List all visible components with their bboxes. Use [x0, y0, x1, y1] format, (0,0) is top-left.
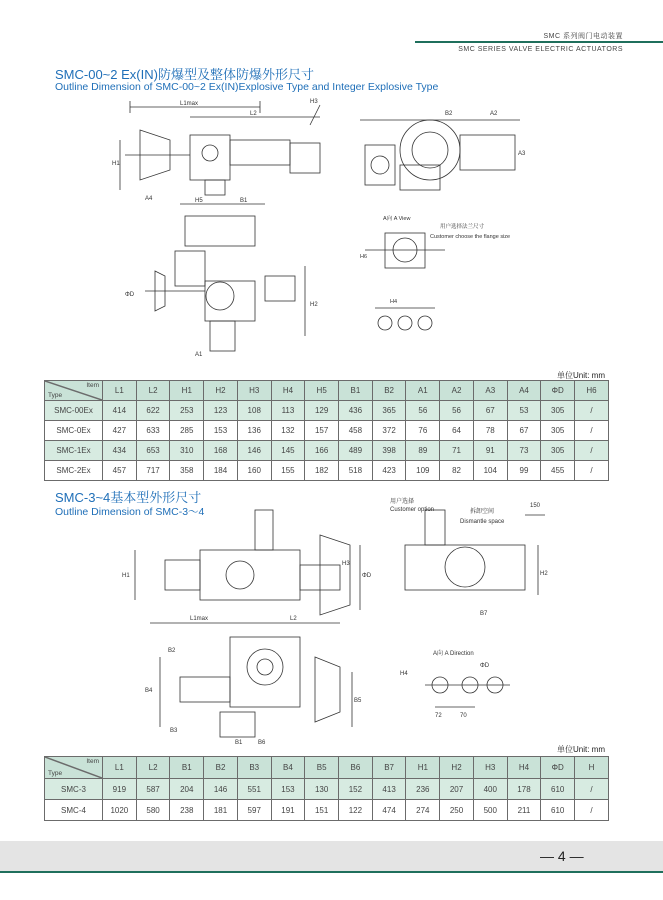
- label-a-direction: A向 A Direction: [433, 651, 474, 657]
- table2-col-header: H4: [507, 757, 541, 779]
- table-row: [45, 441, 609, 461]
- table1-cell: 305: [541, 421, 575, 441]
- page-number: — 4 —: [540, 848, 584, 864]
- table1-col-header: A3: [473, 381, 507, 401]
- table-smc34-dimensions: [44, 756, 609, 821]
- section1-title-cn: SMC-00~2 Ex(IN)防爆型及整体防爆外形尺寸: [55, 67, 314, 82]
- label-h4: H4: [390, 299, 398, 305]
- table1-cell: 457: [103, 461, 137, 481]
- table2-col-header: L1: [103, 757, 137, 779]
- table1-col-header: L2: [136, 381, 170, 401]
- table1-cell: 398: [372, 441, 406, 461]
- table2-col-header: B1: [170, 757, 204, 779]
- label-phid: ΦD: [125, 292, 135, 298]
- table1-col-header: H5: [305, 381, 339, 401]
- table1-corner-type: Type: [48, 392, 63, 399]
- section1-title-en: Outline Dimension of SMC-00~2 Ex(IN)Explosive Type and Integer Explosive Type: [55, 81, 439, 93]
- drawing-ex-top-view: [115, 196, 325, 366]
- drawing-smc34-top-view: [140, 632, 370, 747]
- table2-cell: 580: [136, 800, 170, 821]
- table1-corner-item: Item: [86, 382, 99, 389]
- table1-cell: 136: [237, 421, 271, 441]
- table1-cell: 414: [103, 401, 137, 421]
- label-h2: H2: [540, 571, 548, 577]
- label-l1max: L1max: [180, 101, 199, 107]
- table1-cell: 455: [541, 461, 575, 481]
- table1-cell: 166: [305, 441, 339, 461]
- table2-cell: 207: [440, 779, 474, 800]
- table1-cell: 89: [406, 441, 440, 461]
- label-b7: B7: [480, 611, 488, 617]
- table1-cell: 436: [339, 401, 373, 421]
- table1-cell: 182: [305, 461, 339, 481]
- table1-cell: 123: [204, 401, 238, 421]
- table1-cell: 358: [170, 461, 204, 481]
- table1-cell: 78: [473, 421, 507, 441]
- label-b2: B2: [168, 648, 176, 654]
- table2-col-header: ΦD: [541, 757, 575, 779]
- table1-cell: 653: [136, 441, 170, 461]
- label-a4: A4: [145, 196, 153, 202]
- label-b4: B4: [145, 688, 153, 694]
- table1-cell: 305: [541, 401, 575, 421]
- table2-cell: 587: [136, 779, 170, 800]
- table1-cell: 132: [271, 421, 305, 441]
- table1-col-header: A1: [406, 381, 440, 401]
- table2-col-header: H3: [473, 757, 507, 779]
- table1-cell: 56: [406, 401, 440, 421]
- table1-cell: 253: [170, 401, 204, 421]
- label-dismantle: 拆卸空间: [470, 509, 495, 515]
- table2-cell: 152: [339, 779, 373, 800]
- table1-cell: 160: [237, 461, 271, 481]
- label-h5: H5: [195, 198, 203, 204]
- label-h3: H3: [310, 99, 318, 105]
- table2-model: SMC-3: [45, 779, 103, 800]
- table2-model: SMC-4: [45, 800, 103, 821]
- table1-cell: 622: [136, 401, 170, 421]
- label-l2: L2: [290, 616, 297, 622]
- table2-cell: 238: [170, 800, 204, 821]
- header-series-cn: SMC 系列阀门电动装置: [543, 33, 623, 40]
- table1-col-header: B2: [372, 381, 406, 401]
- table2-cell: 274: [406, 800, 440, 821]
- table2-col-header: B2: [204, 757, 238, 779]
- label-l1max: L1max: [190, 616, 209, 622]
- table1-model: SMC-00Ex: [45, 401, 103, 421]
- label-b2: B2: [445, 111, 453, 117]
- table1-cell: 99: [507, 461, 541, 481]
- table1-cell: 146: [237, 441, 271, 461]
- section2-unit: 单位Unit: mm: [557, 745, 605, 754]
- table1-cell: /: [575, 461, 609, 481]
- table2-cell: 151: [305, 800, 339, 821]
- label-dismantle-en: Dismantle space: [460, 519, 505, 525]
- table2-cell: 153: [271, 779, 305, 800]
- drawing-smc34-side-view: [390, 495, 555, 625]
- table2-cell: 500: [473, 800, 507, 821]
- table2-col-header: B5: [305, 757, 339, 779]
- table2-cell: 400: [473, 779, 507, 800]
- table1-cell: 427: [103, 421, 137, 441]
- table2-cell: 236: [406, 779, 440, 800]
- table1-cell: 71: [440, 441, 474, 461]
- table2-corner: [45, 757, 103, 779]
- table1-cell: 434: [103, 441, 137, 461]
- table1-cell: 372: [372, 421, 406, 441]
- table1-model: SMC-0Ex: [45, 421, 103, 441]
- table1-cell: 109: [406, 461, 440, 481]
- table2-col-header: L2: [136, 757, 170, 779]
- table1-cell: 310: [170, 441, 204, 461]
- drawing-smc34-a-direction: [395, 645, 525, 725]
- table1-cell: 145: [271, 441, 305, 461]
- table1-cell: 423: [372, 461, 406, 481]
- drawing-ex-side-view: [350, 100, 550, 200]
- label-h6: H6: [360, 254, 368, 260]
- table1-cell: 153: [204, 421, 238, 441]
- label-70: 70: [460, 713, 467, 719]
- table1-col-header: H4: [271, 381, 305, 401]
- table1-cell: 67: [473, 401, 507, 421]
- label-a3: A3: [518, 151, 526, 157]
- table2-col-header: B3: [237, 757, 271, 779]
- table1-col-header: H3: [237, 381, 271, 401]
- table1-model: SMC-2Ex: [45, 461, 103, 481]
- label-b6: B6: [258, 740, 266, 746]
- table1-cell: 518: [339, 461, 373, 481]
- section2-title-cn: SMC-3~4基本型外形尺寸: [55, 490, 202, 505]
- table-row: [45, 421, 609, 441]
- table2-corner-type: Type: [48, 770, 63, 777]
- table1-cell: 489: [339, 441, 373, 461]
- label-customer: 用户选择: [390, 499, 415, 505]
- table1-col-header: H6: [575, 381, 609, 401]
- table2-cell: 1020: [103, 800, 137, 821]
- label-b3: B3: [170, 728, 178, 734]
- table2-cell: 211: [507, 800, 541, 821]
- table2-col-header: B6: [339, 757, 373, 779]
- table2-cell: 181: [204, 800, 238, 821]
- label-flange: 用户选择法兰尺寸: [440, 224, 485, 230]
- table2-cell: 130: [305, 779, 339, 800]
- table2-col-header: H2: [440, 757, 474, 779]
- table2-col-header: B4: [271, 757, 305, 779]
- table2-cell: 146: [204, 779, 238, 800]
- table1-cell: 184: [204, 461, 238, 481]
- label-a-view: A向 A View: [383, 216, 411, 222]
- table2-cell: 250: [440, 800, 474, 821]
- table1-col-header: L1: [103, 381, 137, 401]
- section1-unit: 单位Unit: mm: [557, 371, 605, 380]
- table1-cell: /: [575, 421, 609, 441]
- table1-cell: 285: [170, 421, 204, 441]
- header-rule: [415, 41, 663, 43]
- label-b5: B5: [354, 698, 362, 704]
- table2-cell: 122: [339, 800, 373, 821]
- table-row: [45, 401, 609, 421]
- label-b1: B1: [235, 740, 243, 746]
- table1-cell: 56: [440, 401, 474, 421]
- table1-cell: 168: [204, 441, 238, 461]
- table1-cell: 82: [440, 461, 474, 481]
- table-row: [45, 800, 609, 821]
- table1-cell: 717: [136, 461, 170, 481]
- table1-corner: [45, 381, 103, 401]
- table1-cell: 155: [271, 461, 305, 481]
- drawing-ex-a-view: [355, 208, 515, 358]
- label-customer-en: Customer option: [390, 507, 435, 513]
- table1-cell: /: [575, 441, 609, 461]
- table-row: [45, 779, 609, 800]
- table2-cell: 551: [237, 779, 271, 800]
- drawing-ex-front-view: [110, 95, 350, 210]
- table2-col-header: H: [575, 757, 609, 779]
- table1-cell: 633: [136, 421, 170, 441]
- label-72: 72: [435, 713, 442, 719]
- table2-cell: 919: [103, 779, 137, 800]
- label-h1: H1: [122, 573, 130, 579]
- label-h2: H2: [310, 302, 318, 308]
- label-flange-en: Customer choose the flange size: [430, 234, 511, 240]
- table1-model: SMC-1Ex: [45, 441, 103, 461]
- table2-cell: 204: [170, 779, 204, 800]
- table2-col-header: H1: [406, 757, 440, 779]
- table1-cell: 113: [271, 401, 305, 421]
- table2-col-header: B7: [372, 757, 406, 779]
- table1-cell: 67: [507, 421, 541, 441]
- table1-cell: 53: [507, 401, 541, 421]
- table1-cell: 104: [473, 461, 507, 481]
- table2-cell: /: [575, 800, 609, 821]
- label-phid: ΦD: [362, 573, 372, 579]
- label-150: 150: [530, 503, 541, 509]
- table1-cell: 64: [440, 421, 474, 441]
- section2-title-en: Outline Dimension of SMC-3～4: [55, 506, 205, 518]
- table1-cell: 305: [541, 441, 575, 461]
- label-l2: L2: [250, 111, 257, 117]
- table1-cell: 91: [473, 441, 507, 461]
- table1-cell: 76: [406, 421, 440, 441]
- label-phi-small: ΦD: [480, 663, 490, 669]
- table2-cell: /: [575, 779, 609, 800]
- table1-col-header: A4: [507, 381, 541, 401]
- table2-cell: 610: [541, 779, 575, 800]
- table1-cell: 108: [237, 401, 271, 421]
- table2-cell: 474: [372, 800, 406, 821]
- table1-cell: 73: [507, 441, 541, 461]
- table1-col-header: A2: [440, 381, 474, 401]
- table-ex-dimensions: [44, 380, 609, 481]
- table2-cell: 178: [507, 779, 541, 800]
- table1-col-header: B1: [339, 381, 373, 401]
- drawing-smc34-front-view: [110, 505, 380, 630]
- header-series-en: SMC SERIES VALVE ELECTRIC ACTUATORS: [458, 46, 623, 53]
- table1-col-header: H2: [204, 381, 238, 401]
- label-b1: B1: [240, 198, 248, 204]
- label-h4: H4: [400, 671, 408, 677]
- table2-cell: 610: [541, 800, 575, 821]
- label-a2: A2: [490, 111, 498, 117]
- table2-corner-item: Item: [86, 758, 99, 765]
- label-a1: A1: [195, 352, 203, 358]
- footer-rule: [0, 871, 663, 873]
- table1-col-header: H1: [170, 381, 204, 401]
- table1-cell: 157: [305, 421, 339, 441]
- table2-cell: 413: [372, 779, 406, 800]
- table-row: [45, 461, 609, 481]
- table2-cell: 597: [237, 800, 271, 821]
- label-h3: H3: [342, 561, 350, 567]
- label-h1: H1: [112, 161, 120, 167]
- table1-cell: /: [575, 401, 609, 421]
- table2-cell: 191: [271, 800, 305, 821]
- table1-col-header: ΦD: [541, 381, 575, 401]
- table1-cell: 129: [305, 401, 339, 421]
- table1-cell: 458: [339, 421, 373, 441]
- table1-cell: 365: [372, 401, 406, 421]
